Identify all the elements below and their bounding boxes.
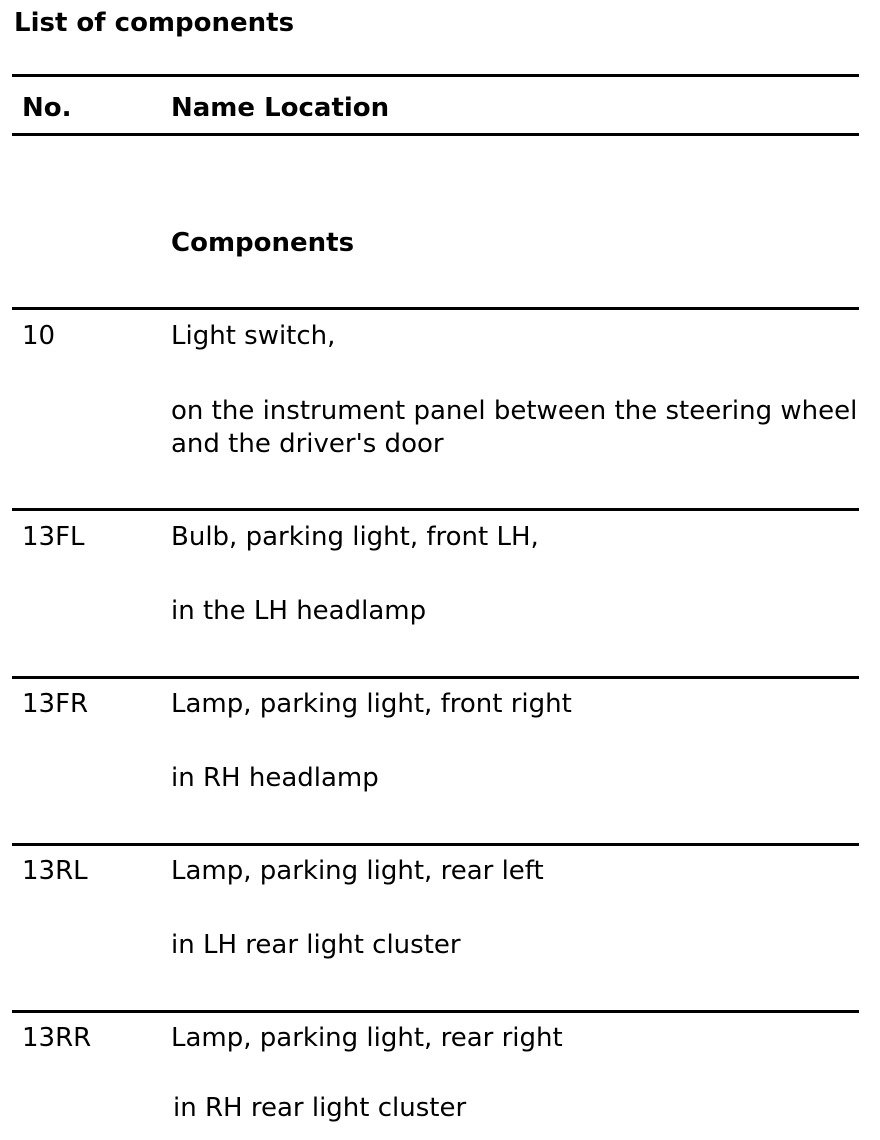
component-location: in RH rear light cluster <box>173 1093 467 1123</box>
component-location: in LH rear light cluster <box>171 930 461 960</box>
component-name: Lamp, parking light, front right <box>171 689 572 719</box>
row-number: 13FL <box>22 522 85 552</box>
row-rule <box>12 1010 859 1013</box>
column-header-no: No. <box>22 93 72 123</box>
row-number: 13RL <box>22 856 88 886</box>
component-name: Light switch, <box>171 321 336 351</box>
header-rule <box>12 133 859 136</box>
component-location: in RH headlamp <box>171 763 379 793</box>
row-number: 13RR <box>22 1023 92 1053</box>
row-number: 13FR <box>22 689 89 719</box>
document-title: List of components <box>14 8 295 38</box>
component-location: in the LH headlamp <box>171 596 427 626</box>
row-rule <box>12 508 859 511</box>
component-location: on the instrument panel between the steering wheel and the driver's door <box>171 396 858 459</box>
component-name: Lamp, parking light, rear left <box>171 856 544 886</box>
section-rule <box>12 307 859 310</box>
top-rule <box>12 74 859 77</box>
component-name: Bulb, parking light, front LH, <box>171 522 539 552</box>
section-heading: Components <box>171 228 355 258</box>
row-rule <box>12 676 859 679</box>
component-name: Lamp, parking light, rear right <box>171 1023 563 1053</box>
column-header-name-location: Name Location <box>171 93 390 123</box>
row-number: 10 <box>22 321 56 351</box>
row-rule <box>12 843 859 846</box>
